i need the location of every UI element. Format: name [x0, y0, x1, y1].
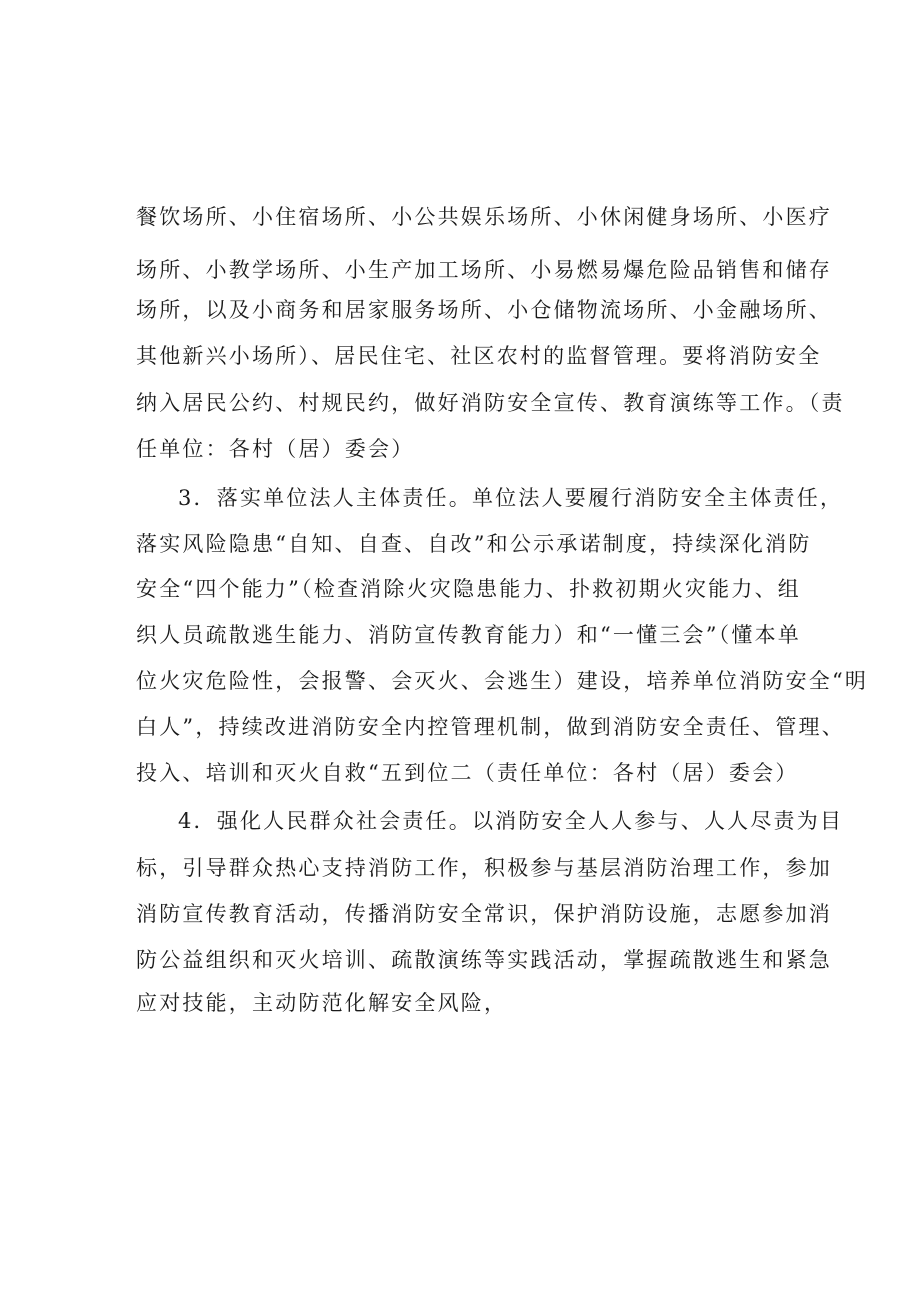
paragraph-3-line-2: 标，引导群众热心支持消防工作，积极参与基层消防治理工作，参加 — [136, 856, 832, 880]
paragraph-2-line-1: 3．落实单位法人主体责任。单位法人要履行消防安全主体责任， — [178, 486, 844, 510]
paragraph-1-line-1: 餐饮场所、小住宿场所、小公共娱乐场所、小休闲健身场所、小医疗 — [136, 205, 832, 229]
paragraph-2-line-7: 投入、培训和灭火自救“五到位二（责任单位：各村（居）委会） — [136, 761, 799, 785]
paragraph-2-line-6: 白人”，持续改进消防安全内控管理机制，做到消防安全责任、管理、 — [136, 715, 845, 739]
paragraph-3-line-3: 消防宣传教育活动，传播消防安全常识，保护消防设施，志愿参加消 — [136, 902, 832, 926]
paragraph-1-line-2: 场所、小教学场所、小生产加工场所、小易燃易爆危险品销售和储存 — [136, 258, 832, 282]
paragraph-2-line-4: 织人员疏散逃生能力、消防宣传教育能力）和“一懂三会”（懂本单 — [136, 623, 801, 647]
paragraph-1-line-6: 任单位：各村（居）委会） — [136, 437, 415, 461]
paragraph-2-line-5: 位火灾危险性，会报警、会灭火、会逃生）建设，培养单位消防安全“明 — [136, 669, 869, 693]
paragraph-3-line-5: 应对技能，主动防范化解安全风险， — [136, 991, 508, 1015]
paragraph-2-line-3: 安全“四个能力”（检查消除火灾隐患能力、扑救初期火灾能力、组 — [136, 577, 801, 601]
paragraph-3-line-4: 防公益组织和灭火培训、疏散演练等实践活动，掌握疏散逃生和紧急 — [136, 948, 832, 972]
paragraph-3-line-1: 4．强化人民群众社会责任。以消防安全人人参与、人人尽责为目 — [178, 809, 844, 833]
paragraph-2-line-2: 落实风险隐患“自知、自查、自改”和公示承诺制度，持续深化消防 — [136, 532, 812, 556]
paragraph-1-line-3: 场所，以及小商务和居家服务场所、小仓储物流场所、小金融场所、 — [136, 298, 832, 322]
paragraph-1-line-5: 纳入居民公约、村规民约，做好消防安全宣传、教育演练等工作。（责 — [136, 391, 845, 415]
paragraph-1-line-4: 其他新兴小场所）、居民住宅、社区农村的监督管理。要将消防安全 — [136, 344, 822, 368]
